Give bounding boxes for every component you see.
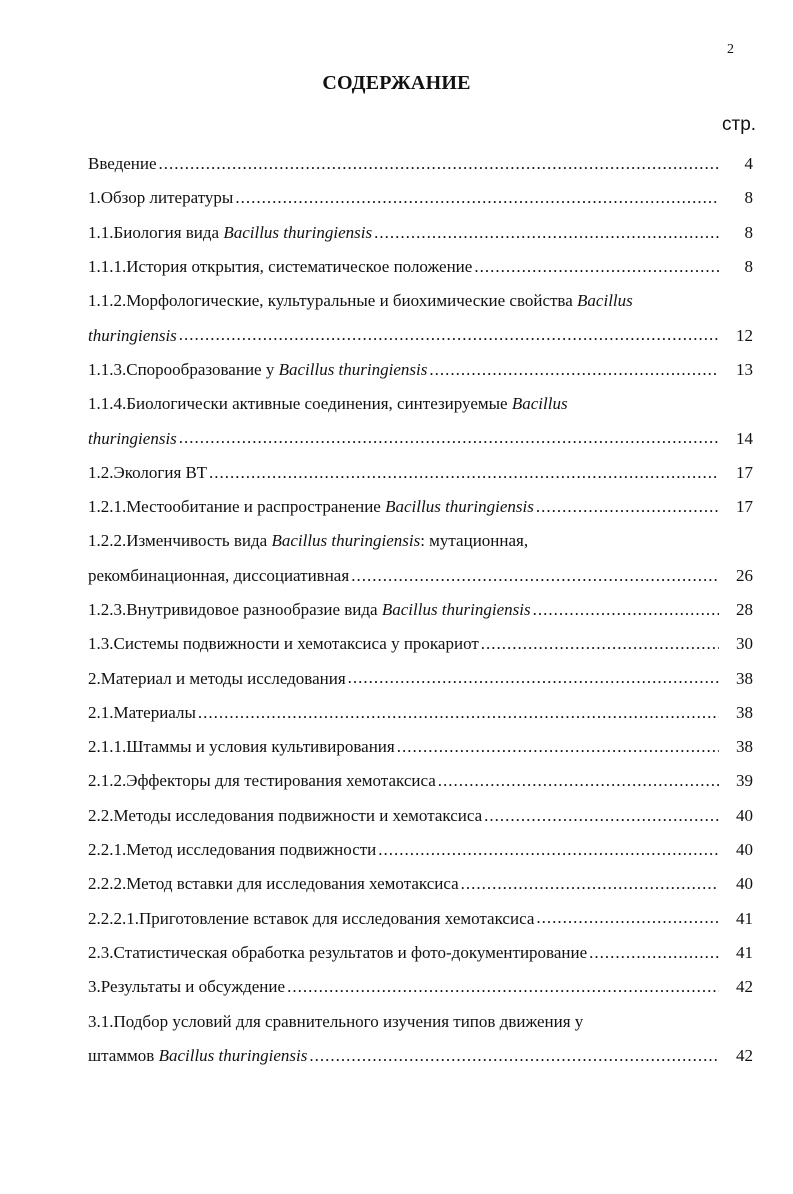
toc-entry[interactable] [88, 764, 753, 798]
toc-entry-page: 8 [744, 257, 753, 277]
toc-entry-line [88, 524, 753, 558]
leader-dots [429, 360, 719, 380]
toc-entry-title [88, 531, 528, 551]
entry-text-part: : мутационная, [420, 531, 529, 551]
toc-entry-line [88, 456, 753, 490]
entry-text-part: 3.Результаты и обсуждение [88, 977, 286, 997]
species-name: Bacillus thuringiensis [278, 359, 428, 379]
toc-entry-title [88, 360, 427, 380]
entry-text-part: 2.2.2.Метод вставки для исследования хемотаксиса [88, 874, 459, 894]
toc-entry[interactable] [88, 730, 753, 764]
toc-entry[interactable] [88, 456, 753, 490]
toc-entry-line [88, 696, 753, 730]
entry-text-part: 1.1.2.Морфологические, культуральные и биохимические свойства [88, 291, 578, 311]
toc-entry-page: 39 [736, 771, 753, 791]
leader-dots [287, 977, 719, 997]
entry-text-part: 2.2.2.1.Приготовление вставок для исследования хемотаксиса [88, 908, 535, 928]
toc-entry-continuation [88, 559, 753, 593]
toc-entry-title [88, 703, 196, 723]
entry-text-part: 1.2.Экология ВТ [88, 462, 208, 482]
leader-dots [348, 668, 719, 688]
entry-text-part: 1.1.Биология вида [88, 222, 224, 242]
toc-entry[interactable] [88, 284, 753, 353]
toc-entry-line [88, 387, 753, 421]
entry-text-part: 2.Материал и методы исследования [88, 668, 346, 688]
entry-text-part: 1.2.2.Изменчивость вида [88, 531, 272, 551]
leader-dots [374, 223, 719, 243]
toc-entry[interactable] [88, 627, 753, 661]
toc-entry-title [88, 257, 472, 277]
toc-entry-line [88, 490, 753, 524]
species-name: Bacillus [577, 291, 633, 311]
toc-entry-line [88, 216, 753, 250]
toc-entry-page: 28 [736, 600, 753, 619]
toc-entry-line [88, 181, 753, 215]
leader-dots [397, 737, 719, 757]
toc-entry-page: 13 [736, 359, 753, 379]
toc-entry[interactable] [88, 799, 753, 833]
toc-entry-title [88, 634, 479, 654]
toc-entry-title-continued [88, 566, 349, 586]
toc-entry-title [88, 188, 233, 208]
toc-entry-title-continued [88, 326, 177, 346]
toc-entry-continuation [88, 1039, 753, 1073]
toc-entry-title [88, 909, 534, 929]
leader-dots [474, 257, 719, 277]
toc-entry-title [88, 154, 157, 174]
toc-entry[interactable] [88, 970, 753, 1004]
leader-dots [235, 188, 719, 208]
entry-text-part: 2.1.Материалы [88, 702, 196, 722]
toc-entry[interactable] [88, 181, 753, 215]
toc-entry-title [88, 943, 587, 963]
leader-dots [198, 703, 719, 723]
page-number: 2 [727, 42, 734, 57]
toc-entry-page: 40 [736, 805, 753, 825]
entry-text-part: Введение [88, 154, 157, 174]
toc-entry-title [88, 291, 633, 311]
leader-dots [438, 771, 719, 791]
toc-entry-page: 4 [744, 154, 753, 174]
page-column-label: стр. [722, 114, 757, 135]
toc-entry-line [88, 250, 753, 284]
toc-entry-line [88, 936, 753, 970]
toc-entry-line [88, 730, 753, 764]
toc-entry-line [88, 593, 753, 627]
entry-text-part: 2.1.2.Эффекторы для тестирования хемотаксиса [88, 771, 436, 791]
species-name: Bacillus [511, 394, 568, 414]
leader-dots [536, 908, 719, 928]
leader-dots [461, 874, 719, 894]
toc-entry-title [88, 771, 436, 791]
leader-dots [589, 943, 719, 963]
toc-entry-page: 38 [736, 702, 753, 722]
toc-entry-line [88, 627, 753, 661]
table-of-contents [88, 147, 753, 1073]
toc-entry-line [88, 284, 753, 318]
page-title: СОДЕРЖАНИЕ [322, 72, 471, 94]
leader-dots [484, 806, 719, 826]
toc-entry[interactable] [88, 593, 753, 627]
entry-text-part: штаммов [88, 1045, 159, 1065]
species-name: Bacillus thuringiensis [271, 531, 421, 551]
leader-dots [179, 325, 719, 345]
toc-entry-line [88, 902, 753, 936]
toc-entry-page: 42 [736, 977, 753, 997]
toc-entry[interactable] [88, 353, 753, 387]
toc-entry-page: 38 [736, 668, 753, 688]
toc-entry[interactable] [88, 936, 753, 970]
entry-text-part: 1.1.3.Спорообразование у [88, 359, 279, 379]
entry-text-part: 2.1.1.Штаммы и условия культивирования [88, 737, 395, 757]
leader-dots [351, 566, 719, 586]
toc-entry-title [88, 497, 534, 517]
toc-entry-title [88, 977, 285, 997]
toc-entry-title [88, 840, 376, 860]
toc-entry-line [88, 764, 753, 798]
toc-entry-title-continued [88, 429, 177, 449]
toc-entry[interactable] [88, 387, 753, 456]
toc-entry-continuation [88, 318, 753, 352]
entry-text-part: рекомбинационная, диссоциативная [88, 565, 350, 585]
toc-entry[interactable] [88, 147, 753, 181]
leader-dots [533, 600, 719, 620]
toc-entry-title [88, 1012, 583, 1032]
toc-entry[interactable] [88, 490, 753, 524]
toc-entry-line [88, 799, 753, 833]
toc-entry-page: 40 [736, 840, 753, 860]
toc-entry-line [88, 970, 753, 1004]
species-name: Bacillus thuringiensis [385, 497, 534, 517]
leader-dots [536, 497, 719, 517]
toc-entry-page: 14 [736, 428, 753, 448]
entry-text-part: 2.2.Методы исследования подвижности и хемотаксиса [88, 805, 483, 825]
entry-text-part: 3.1.Подбор условий для сравнительного изучения типов движения у [88, 1011, 584, 1031]
toc-entry-page: 26 [736, 565, 753, 585]
leader-dots [309, 1046, 719, 1066]
toc-entry-page: 38 [736, 737, 753, 757]
toc-entry[interactable] [88, 696, 753, 730]
toc-entry-line [88, 867, 753, 901]
toc-entry-line [88, 1004, 753, 1038]
toc-entry-title [88, 874, 459, 894]
species-name: thuringiensis [88, 325, 177, 345]
species-name: Bacillus thuringiensis [158, 1045, 308, 1065]
toc-entry-page: 12 [736, 325, 753, 345]
species-name: Bacillus thuringiensis [223, 222, 373, 242]
entry-text-part: 2.3.Статистическая обработка результатов и фото-документирование [88, 942, 588, 962]
toc-entry-title [88, 669, 346, 689]
leader-dots [209, 463, 719, 483]
toc-entry[interactable] [88, 661, 753, 695]
entry-text-part: 1.2.1.Местообитание и распространение [88, 497, 386, 517]
leader-dots [481, 634, 719, 654]
leader-dots [378, 840, 719, 860]
toc-entry[interactable] [88, 867, 753, 901]
toc-entry-title [88, 737, 395, 757]
species-name: thuringiensis [88, 428, 177, 448]
toc-entry[interactable] [88, 1004, 753, 1073]
toc-entry-line [88, 353, 753, 387]
leader-dots [159, 154, 719, 174]
toc-entry-page: 41 [736, 942, 753, 962]
toc-entry[interactable] [88, 902, 753, 936]
toc-entry-title-continued [88, 1046, 307, 1066]
toc-entry[interactable] [88, 250, 753, 284]
toc-entry-page: 41 [736, 908, 753, 928]
toc-entry-title [88, 463, 207, 483]
leader-dots [179, 428, 719, 448]
entry-text-part: 2.2.1.Метод исследования подвижности [88, 840, 377, 860]
toc-entry-line [88, 147, 753, 181]
toc-entry[interactable] [88, 524, 753, 593]
toc-entry-page: 42 [736, 1045, 753, 1065]
toc-entry-page: 40 [736, 874, 753, 894]
entry-text-part: 1.3.Системы подвижности и хемотаксиса у прокариот [88, 634, 479, 654]
toc-entry-line [88, 833, 753, 867]
toc-entry-title [88, 600, 531, 620]
entry-text-part: 1.2.3.Внутривидовое разнообразие вида [88, 600, 382, 619]
toc-entry-page: 30 [736, 634, 753, 654]
toc-entry-title [88, 223, 372, 243]
entry-text-part: 1.1.4.Биологически активные соединения, синтезируемые [88, 394, 512, 414]
toc-entry-page: 8 [744, 188, 753, 208]
toc-entry-line [88, 661, 753, 695]
species-name: Bacillus thuringiensis [381, 600, 531, 619]
toc-entry-title [88, 806, 482, 826]
entry-text-part: 1.Обзор литературы [88, 188, 234, 208]
entry-text-part: 1.1.1.История открытия, систематическое положение [88, 257, 473, 277]
toc-entry-title [88, 394, 568, 414]
toc-entry[interactable] [88, 833, 753, 867]
toc-entry-page: 17 [736, 462, 753, 482]
toc-entry-continuation [88, 421, 753, 455]
toc-entry-page: 8 [744, 222, 753, 242]
toc-entry-page: 17 [736, 497, 753, 517]
toc-entry[interactable] [88, 216, 753, 250]
